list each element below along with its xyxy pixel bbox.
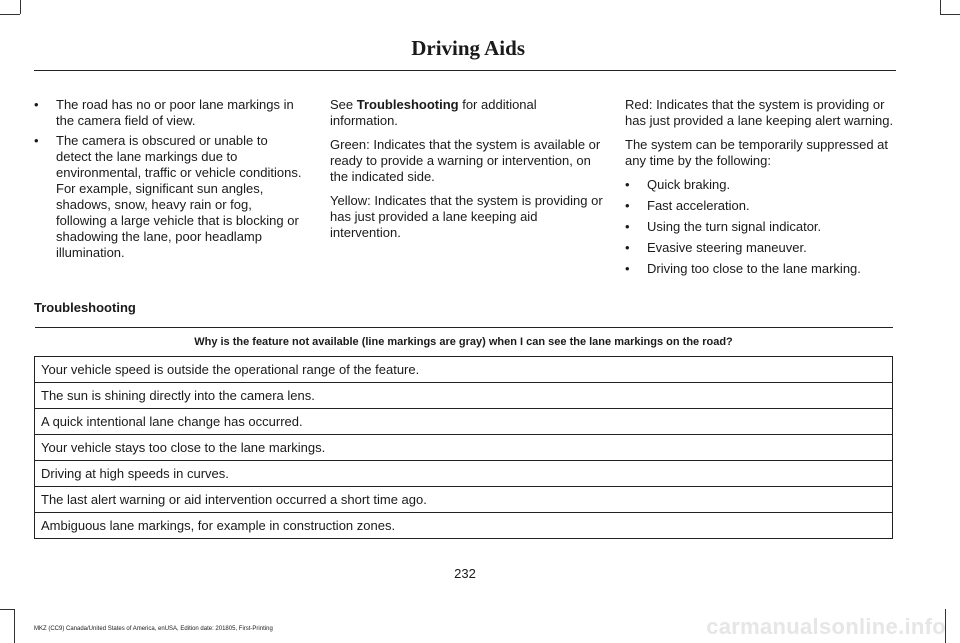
crop-mark [940, 14, 960, 15]
table-row: Driving at high speeds in curves. [35, 461, 893, 487]
header-rule [34, 70, 896, 71]
list-item: • The camera is obscured or unable to detect the lane markings due to environmental, traffic or vehicle conditions. For example, significant sun angles, shadows, snow, heavy rain or fog, following a large vehicle that is blocking or shadowing the lane, poor headlamp illumination. [34, 133, 302, 260]
page-number: 232 [454, 566, 476, 581]
table-row: The last alert warning or aid intervention occurred a short time ago. [35, 487, 893, 513]
watermark: carmanualsonline.info [706, 614, 946, 639]
column-right [625, 97, 897, 282]
crop-mark [0, 609, 14, 610]
list-item: • Fast acceleration. [625, 198, 750, 213]
list-item: • The road has no or poor lane markings in the camera field of view. [34, 97, 294, 128]
column-middle [330, 97, 605, 249]
bullet: • [34, 97, 39, 112]
table-row: Ambiguous lane markings, for example in construction zones. [35, 513, 893, 539]
condition-list [34, 97, 306, 261]
page-title: Driving Aids [411, 36, 525, 60]
bullet: • [625, 198, 630, 213]
table-header: Why is the feature not available (line markings are gray) when I can see the lane markings on the road? [35, 328, 893, 357]
table-row: A quick intentional lane change has occurred. [35, 409, 893, 435]
see-troubleshooting-paragraph: See Troubleshooting for additional information. [330, 97, 537, 128]
suppress-list [625, 177, 897, 277]
table-row: The sun is shining directly into the camera lens. [35, 383, 893, 409]
crop-mark [940, 0, 941, 14]
section-heading: Troubleshooting [34, 300, 136, 315]
troubleshooting-link[interactable]: Troubleshooting [356, 97, 459, 112]
list-item: • Evasive steering maneuver. [625, 240, 807, 255]
bullet: • [625, 219, 630, 234]
bullet: • [625, 240, 630, 255]
table-row: Your vehicle stays too close to the lane markings. [35, 435, 893, 461]
crop-mark [20, 0, 21, 14]
bullet: • [625, 177, 630, 192]
list-item: • Driving too close to the lane marking. [625, 261, 861, 276]
green-indicator-text: Green: Indicates that the system is available or ready to provide a warning or intervention, on the indicated side. [330, 137, 601, 184]
crop-mark [14, 609, 15, 643]
footer-edition: MKZ (CC9) Canada/United States of America, enUSA, Edition date: 201805, First-Printing [34, 626, 273, 632]
table-row: Your vehicle speed is outside the operational range of the feature. [35, 357, 893, 383]
red-indicator-text: Red: Indicates that the system is providing or has just provided a lane keeping alert warning. [625, 97, 894, 128]
bullet: • [625, 261, 630, 276]
column-left [34, 97, 306, 265]
troubleshooting-table [34, 327, 893, 539]
list-item: • Quick braking. [625, 177, 731, 192]
bullet: • [34, 133, 39, 148]
list-item: • Using the turn signal indicator. [625, 219, 822, 234]
crop-mark [0, 14, 20, 15]
yellow-indicator-text: Yellow: Indicates that the system is providing or has just provided a lane keeping aid intervention. [330, 193, 603, 240]
suppress-text: The system can be temporarily suppressed at any time by the following: [625, 137, 889, 168]
